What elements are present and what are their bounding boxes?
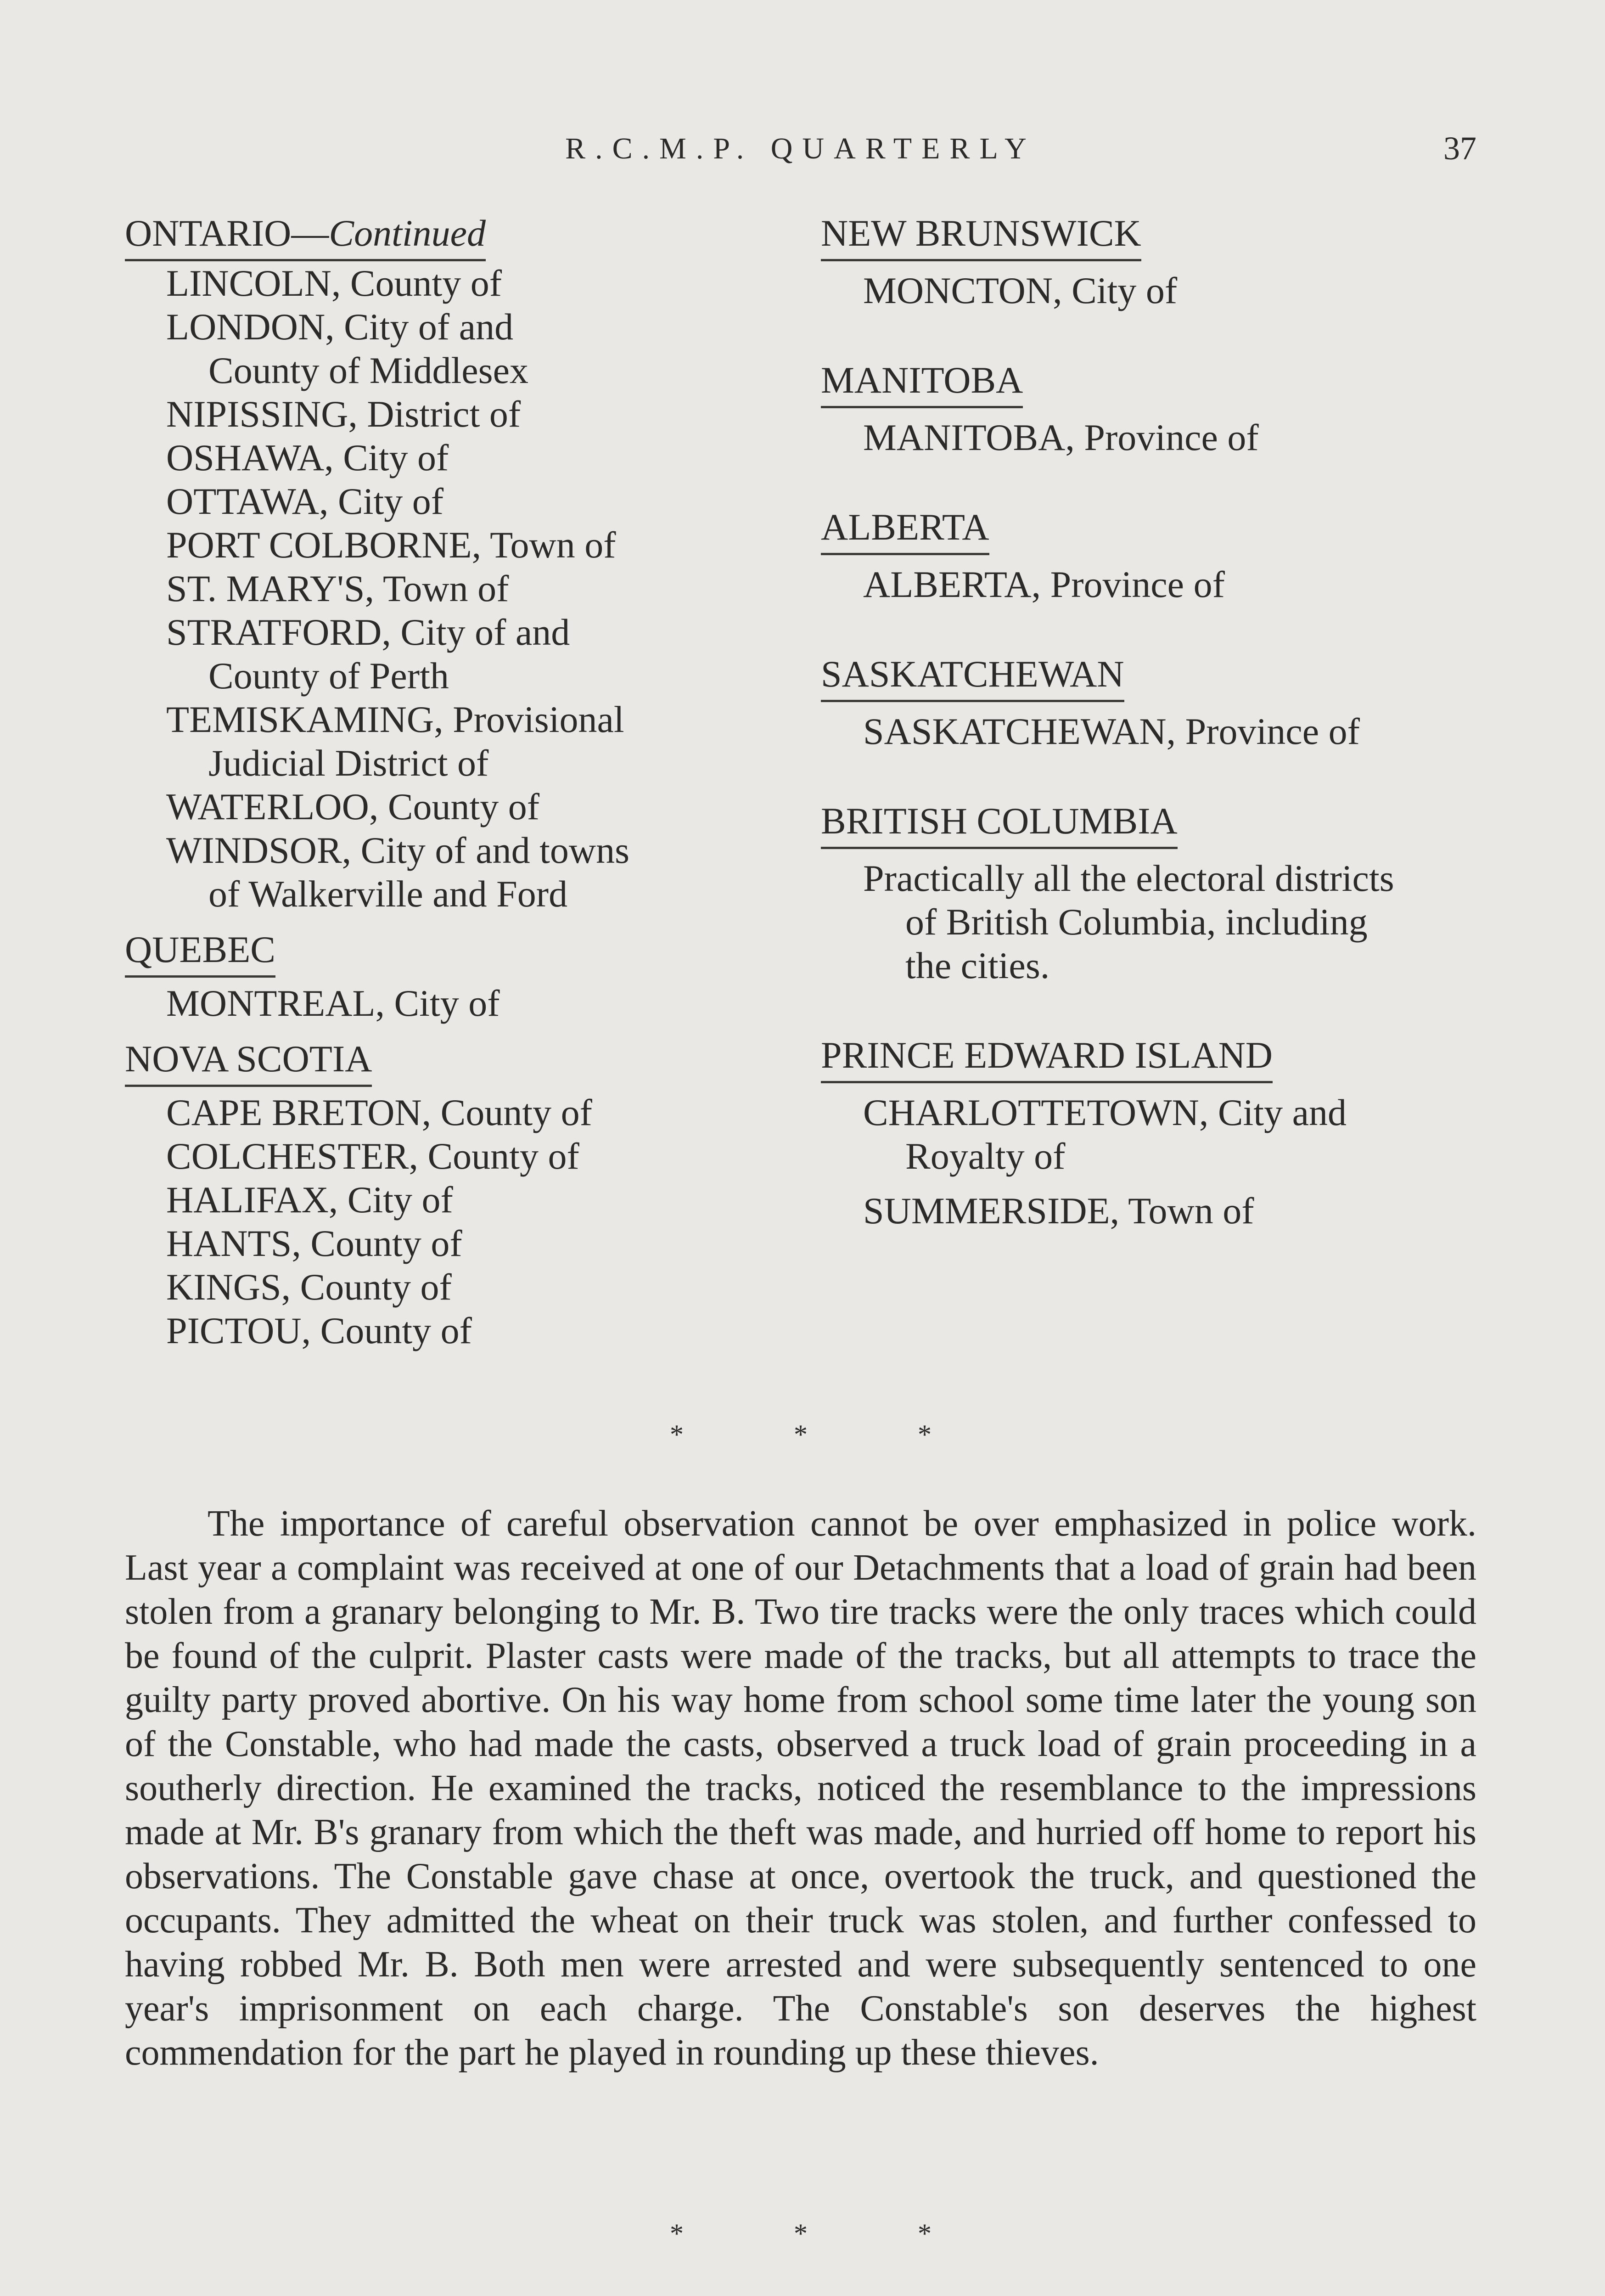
nova-scotia-entries [125,1091,758,1352]
ontario-entries [125,261,758,916]
list-item [821,563,1477,606]
asterisk-mark: * [794,2218,808,2249]
section-heading-nova-scotia: NOVA SCOTIA [125,1038,372,1087]
entry-text: HANTS, County of [166,1222,462,1264]
section-heading-prince-edward-island: PRINCE EDWARD ISLAND [821,1034,1273,1083]
section-heading-alberta: ALBERTA [821,506,989,555]
section-heading-british-columbia: BRITISH COLUMBIA [821,800,1178,849]
entry-text: CHARLOTTETOWN, City and [863,1092,1347,1133]
paragraph-observation: The importance of careful observation cannot be over emphasized in police work. Last year a complaint was received at one of our Detachments that a load of grain had been stolen from a granary belonging to Mr. B. Two tire tracks were the only traces which could be found of the culprit. Plaster casts were made of the tracks, but all attempts to trace the guilty party proved abortive. On his way home from school some time later the young son of the Constable, who had made the casts, observed a truck load of grain proceeding in a southerly direction. He examined the tracks, noticed the resemblance to the impressions made at Mr. B's granary from which the theft was made, and hurried off home to report his observations. The Constable gave chase at once, overtook the truck, and questioned the occupants. They admitted the wheat on their truck was stolen, and further confessed to having robbed Mr. B. Both men were arrested and were subsequently sentenced to one year's imprisonment on each charge. The Constable's son deserves the highest commendation for the part he played in rounding up these thieves. [125,1503,1476,2073]
left-column [125,211,758,1352]
section-heading-new-brunswick: NEW BRUNSWICK [821,212,1141,261]
entry-text: ALBERTA, Province of [863,563,1225,605]
list-item [166,479,758,523]
list-item [821,1189,1477,1232]
ontario-heading-text: ONTARIO— [125,212,329,254]
page-number: 37 [1443,130,1476,167]
list-item [166,1265,758,1309]
list-item [166,305,758,392]
entry-text: LONDON, City of and [166,306,514,348]
entry-continuation: Royalty of [905,1135,1066,1177]
entry-continuation: County of Perth [208,655,449,697]
list-item [166,828,758,916]
list-item [166,567,758,610]
continued-label: Continued [329,212,486,254]
entry-text: MANITOBA, Province of [863,416,1259,458]
entry-text: MONTREAL, City of [166,982,500,1024]
entry-text: ST. MARY'S, Town of [166,568,509,609]
entry-text: NIPISSING, District of [166,393,521,435]
entry-text: PICTOU, County of [166,1310,472,1351]
entry-text: WATERLOO, County of [166,786,540,827]
list-item [166,1178,758,1221]
list-item [821,269,1477,312]
list-item [166,1221,758,1265]
list-item [166,392,758,436]
list-item [166,436,758,479]
entry-text: TEMISKAMING, Provisional [166,698,624,740]
section-heading-ontario [125,212,486,261]
list-item [821,416,1477,459]
entry-continuation: County of Middlesex [208,349,528,391]
list-item [166,523,758,567]
entry-text: Practically all the electoral districts [863,857,1394,899]
entry-text: CAPE BRETON, County of [166,1092,592,1133]
section-separator [125,1419,1476,1451]
entry-text: SASKATCHEWAN, Province of [863,710,1360,752]
entry-continuation: of Walkerville and Ford [208,873,568,915]
asterisk-mark: * [670,1419,684,1450]
list-item [821,856,1477,987]
entry-continuation: of British Columbia, including [905,901,1368,943]
list-item [166,981,758,1025]
section-separator [125,2218,1476,2250]
journal-title: R.C.M.P. QUARTERLY [565,132,1036,165]
section-heading-manitoba: MANITOBA [821,359,1023,408]
entry-text: OSHAWA, City of [166,437,449,478]
entry-text: KINGS, County of [166,1266,452,1308]
list-item [166,610,758,698]
list-item [821,709,1477,753]
list-item [166,1309,758,1352]
entry-text: LINCOLN, County of [166,262,502,304]
list-item [166,1134,758,1178]
entry-text: PORT COLBORNE, Town of [166,524,616,566]
entry-text: COLCHESTER, County of [166,1135,579,1177]
entry-text: WINDSOR, City of and towns [166,829,630,871]
right-column [821,211,1477,1232]
list-item [166,1091,758,1134]
list-item [821,1091,1477,1178]
running-header [125,131,1476,173]
asterisk-mark: * [918,1419,932,1450]
entry-text: STRATFORD, City of and [166,611,570,653]
asterisk-mark: * [918,2218,932,2249]
list-item [166,261,758,305]
entry-text: OTTAWA, City of [166,480,444,522]
entry-continuation: Judicial District of [208,742,489,784]
section-heading-saskatchewan: SASKATCHEWAN [821,653,1124,702]
article-body [125,1502,1476,2075]
entry-text: MONCTON, City of [863,270,1178,311]
entry-continuation: the cities. [905,945,1050,986]
list-item [166,698,758,785]
list-item [166,785,758,828]
entry-text: SUMMERSIDE, Town of [863,1190,1254,1232]
asterisk-mark: * [670,2218,684,2249]
entry-text: HALIFAX, City of [166,1179,453,1221]
quebec-entries [125,981,758,1025]
asterisk-mark: * [794,1419,808,1450]
section-heading-quebec: QUEBEC [125,929,275,978]
